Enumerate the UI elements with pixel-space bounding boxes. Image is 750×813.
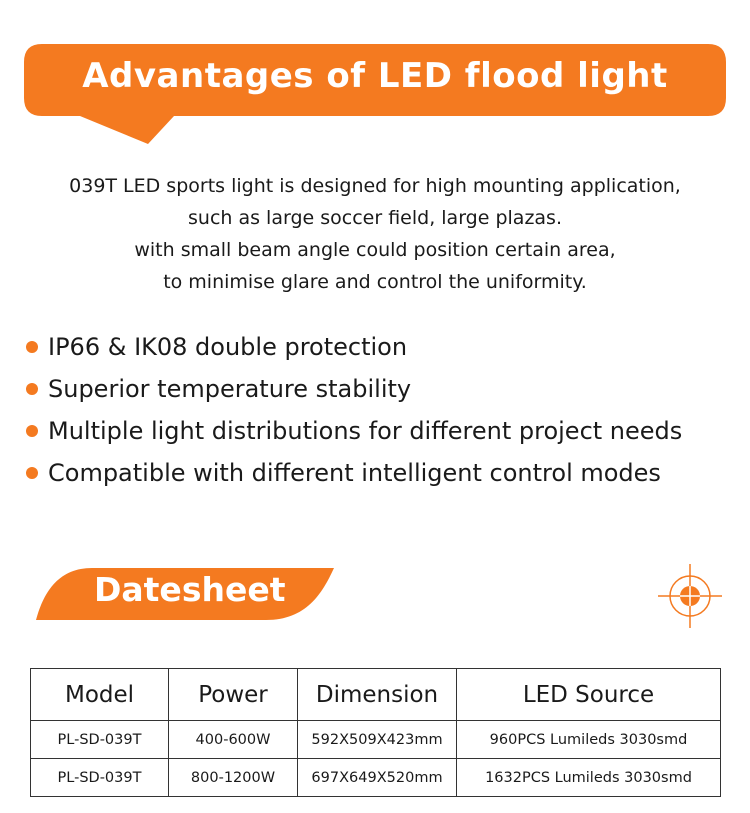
crosshair-target-icon [658, 564, 722, 628]
feature-text: Superior temperature stability [48, 375, 412, 403]
table-row [31, 759, 721, 797]
intro-line: 039T LED sports light is designed for high mounting application, [69, 175, 681, 197]
cell-model: PL-SD-039T [31, 721, 169, 759]
cell-led-source: 1632PCS Lumileds 3030smd [457, 759, 721, 797]
feature-text: IP66 & IK08 double protection [48, 333, 408, 361]
cell-dimension: 697X649X520mm [298, 759, 457, 797]
feature-item [26, 326, 746, 368]
feature-item [26, 410, 746, 452]
cell-model: PL-SD-039T [31, 759, 169, 797]
bullet-dot-icon [26, 425, 38, 437]
intro-paragraph [0, 170, 750, 298]
title-banner [24, 44, 726, 154]
column-header-led-source: LED Source [457, 669, 721, 721]
page-title: Advantages of LED flood light [82, 56, 668, 96]
column-header-power: Power [169, 669, 298, 721]
feature-text: Compatible with different intelligent control modes [48, 459, 661, 487]
cell-dimension: 592X509X423mm [298, 721, 457, 759]
table-row [31, 721, 721, 759]
bullet-dot-icon [26, 467, 38, 479]
feature-list [26, 326, 746, 494]
cell-led-source: 960PCS Lumileds 3030smd [457, 721, 721, 759]
cell-power: 800-1200W [169, 759, 298, 797]
bullet-dot-icon [26, 341, 38, 353]
column-header-model: Model [31, 669, 169, 721]
table-header-row [31, 669, 721, 721]
intro-line: to minimise glare and control the uniformity. [163, 271, 587, 293]
cell-power: 400-600W [169, 721, 298, 759]
datasheet-banner [36, 564, 336, 620]
datasheet-title: Datesheet [94, 570, 286, 609]
column-header-dimension: Dimension [298, 669, 457, 721]
feature-item [26, 452, 746, 494]
feature-text: Multiple light distributions for different project needs [48, 417, 683, 445]
bullet-dot-icon [26, 383, 38, 395]
intro-line: with small beam angle could position certain area, [134, 239, 616, 261]
intro-line: such as large soccer field, large plazas. [188, 207, 562, 229]
feature-item [26, 368, 746, 410]
spec-table [30, 668, 721, 797]
